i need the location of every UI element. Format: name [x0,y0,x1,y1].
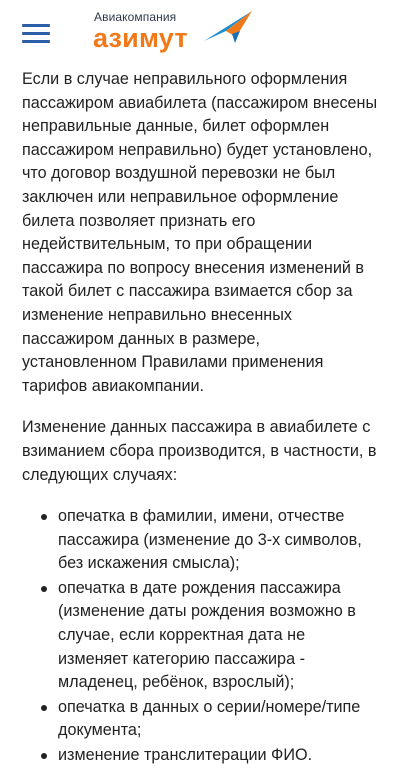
main-content [22,68,378,769]
list-item: опечатка в данных о серии/номере/типе документа; [58,696,378,743]
logo-wordmark: азимут [93,23,188,53]
airline-logo[interactable] [94,10,254,58]
paragraph-ticket-error: Если в случае неправильного оформления пассажиром авиабилета (пассажиром внесены неправильные данные, билет оформлен пассажиром неправильно) будет установлено, что договор воздушной перевозки не был заключен или неправильное оформление билета позволяет признать его недействительным, то при обращении пассажира по вопросу внесения изменений в такой билет с пассажира взимается сбор за изменение неправильно внесенных пассажиром данных в размере, установленном Правилами применения тарифов авиакомпании. [22,70,378,395]
list-item: изменение транслитерации ФИО. [58,744,378,768]
menu-line [22,24,50,27]
hamburger-menu-icon[interactable] [22,24,50,44]
logo-caption: Авиакомпания [94,10,177,24]
header [0,0,400,66]
menu-line [22,40,50,43]
paragraph-change-fee: Изменение данных пассажира в авиабилете с взиманием сбора производится, в частности, в следующих случаях: [22,418,377,484]
menu-line [22,32,50,35]
list-item: опечатка в дате рождения пассажира (изменение даты рождения возможно в случае, если корректная дата не изменяет категорию пассажира - младенец, ребёнок, взрослый); [58,577,378,695]
list-item: опечатка в фамилии, имени, отчестве пассажира (изменение до 3-х символов, без искажения смысла); [58,505,378,576]
cases-list [22,505,378,768]
plane-icon [202,10,254,44]
